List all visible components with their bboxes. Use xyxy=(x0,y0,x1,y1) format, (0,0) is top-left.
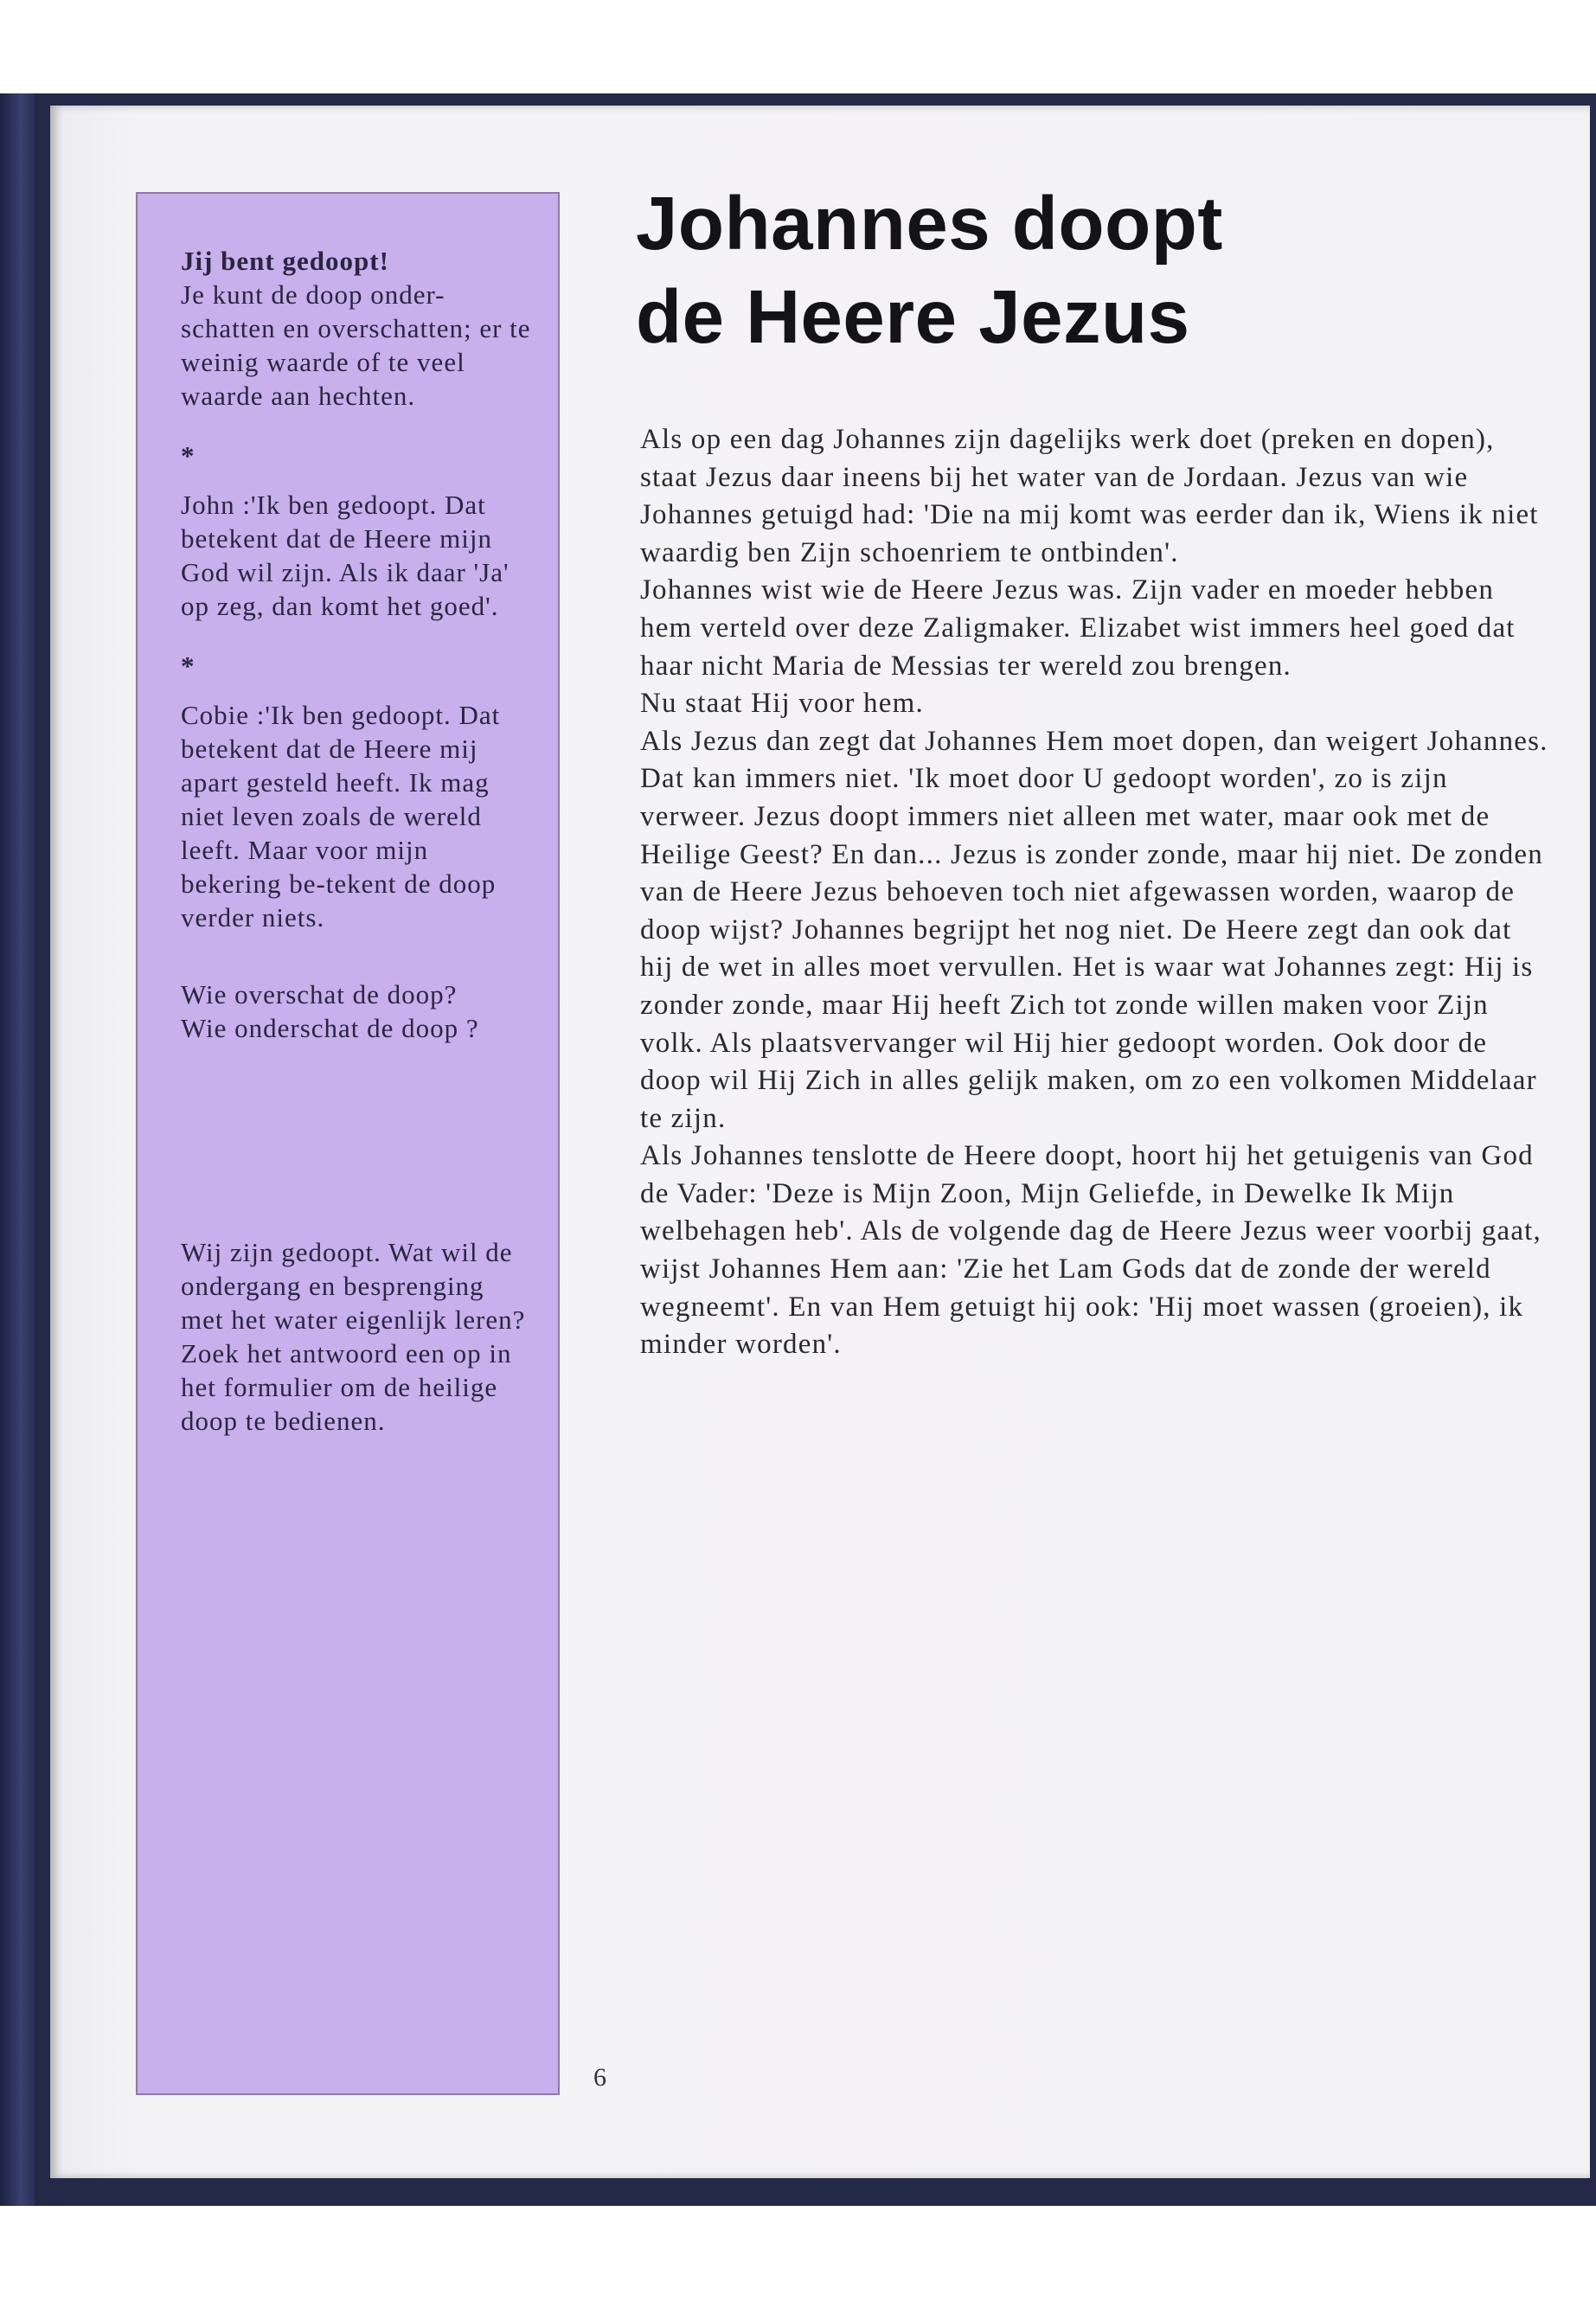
page-number: 6 xyxy=(593,2063,606,2092)
separator-star: * xyxy=(181,440,195,471)
body-paragraph: Als Jezus dan zegt dat Johannes Hem moet dopen, dan weigert Johannes. Dat kan immers niet. 'Ik moet door U gedoopt worden', zo is zijn verweer. Jezus doopt immers niet alleen met water, maar ook met de Heilige Geest? En dan... Jezus is zonder zonde, maar hij niet. De zonden van de Heere Jezus behoeven toch niet afgewassen worden, waarop de doop wijst? Johannes begrijpt het nog niet. De Heere zegt dan ook dat hij de wet in alles moet vervullen. Het is waar wat Johannes zegt: Hij is zonder zonde, maar Hij heeft Zich tot zonde willen maken voor Zijn volk. Als plaatsvervanger wil Hij hier gedoopt worden. Ook door de doop wil Hij Zich in alles gelijk maken, om zo een volkomen Middelaar te zijn. xyxy=(640,725,1548,1134)
sidebar-john-quote: John :'Ik ben gedoopt. Dat betekent dat de Heere mijn God wil zijn. Als ik daar 'Ja' op zeg, dan komt het goed'. xyxy=(181,490,510,621)
sidebar-question: Wie overschat de doop? xyxy=(181,979,458,1009)
sidebar-question: Wie onderschat de doop ? xyxy=(181,1013,479,1043)
article-body xyxy=(640,421,1548,1364)
body-paragraph: Als op een dag Johannes zijn dagelijks werk doet (preken en dopen), staat Jezus daar ineens bij het water van de Jordaan. Jezus van wie Johannes getuigd had: 'Die na mij komt was eerder dan ik, Wiens ik niet waardig ben Zijn schoenriem te ontbinden'. xyxy=(640,424,1539,568)
sidebar-heading: Jij bent gedoopt! xyxy=(181,246,389,276)
separator-star: * xyxy=(181,651,195,681)
book-spine xyxy=(0,93,35,2206)
body-paragraph: Nu staat Hij voor hem. xyxy=(640,688,924,720)
body-paragraph: Johannes wist wie de Heere Jezus was. Zijn vader en moeder hebben hem verteld over deze Zaligmaker. Elizabet wist immers heel goed dat haar nicht Maria de Messias ter wereld zou brengen. xyxy=(640,574,1516,682)
title-line: Johannes doopt xyxy=(636,182,1223,266)
sidebar-cobie-quote: Cobie :'Ik ben gedoopt. Dat betekent dat de Heere mij apart gesteld heeft. Ik mag niet leven zoals de wereld leeft. Maar voor mijn bekering be-tekent de doop verder niets. xyxy=(181,700,501,933)
sidebar-box xyxy=(136,192,560,2095)
sidebar-closing: Wij zijn gedoopt. Wat wil de ondergang en besprenging met het water eigenlijk leren? Zoek het antwoord een op in het formulier om de heilige doop te bedienen. xyxy=(181,1237,526,1436)
title-line: de Heere Jezus xyxy=(636,275,1190,359)
article-title xyxy=(636,177,1501,364)
body-paragraph: Als Johannes tenslotte de Heere doopt, hoort hij het getuigenis van God de Vader: 'Deze is Mijn Zoon, Mijn Geliefde, in Dewelke Ik Mijn welbehagen heb'. Als de volgende dag de Heere Jezus weer voorbij gaat, wijst Johannes Hem aan: 'Zie het Lam Gods dat de zonde der wereld wegneemt'. En van Hem getuigt hij ook: 'Hij moet wassen (groeien), ik minder worden'. xyxy=(640,1140,1542,1361)
sidebar-intro: Je kunt de doop onder-schatten en overschatten; er te weinig waarde of te veel waarde aan hechten. xyxy=(181,279,531,411)
